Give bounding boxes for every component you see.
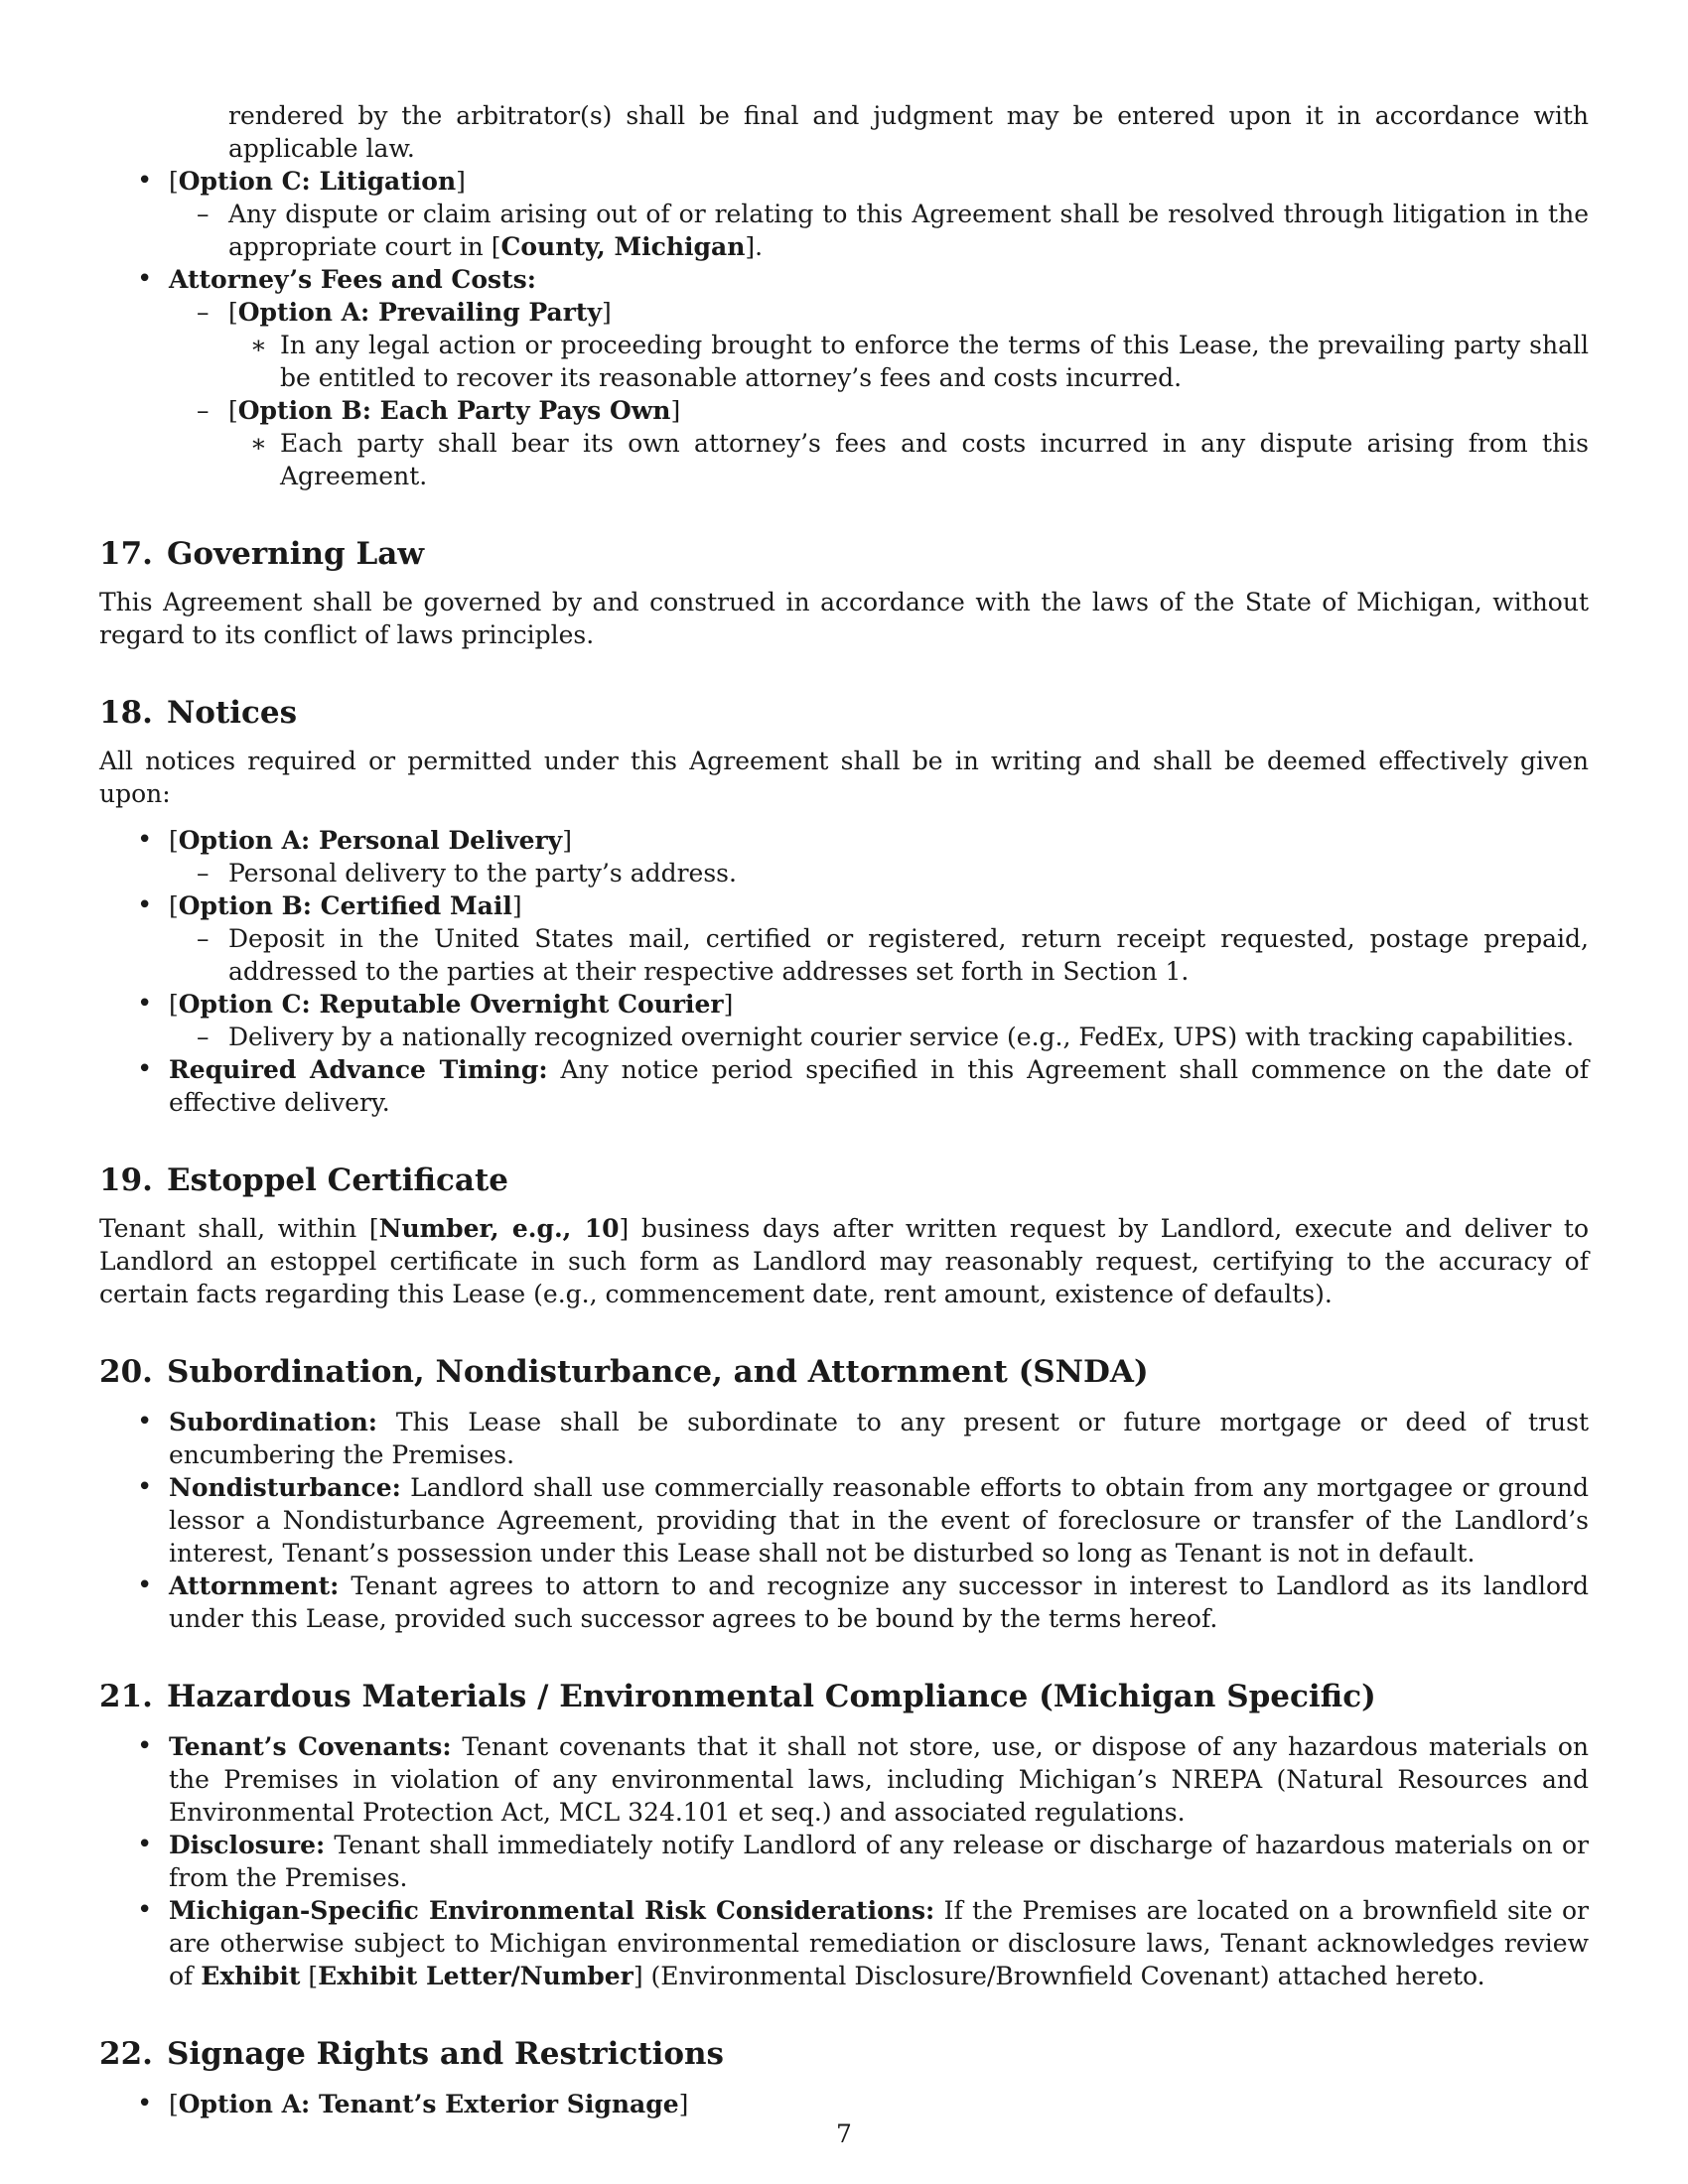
page-number: 7 (836, 2119, 852, 2148)
option-title: Option A: Tenant’s Exterior Signage (178, 2090, 679, 2118)
bracket: [ (169, 990, 179, 1019)
list-text: Tenant agrees to attorn to and recognize any successor in interest to Landlord as its landlord under this Lease, provided such successor agrees to be bound by the terms hereof. (169, 1571, 1589, 1633)
list-text: Tenant covenants that it shall not store, use, or dispose of any hazardous materials on the Premises in violation of any environmental laws, including Michigan’s NREPA (Natural Resources and Environmental Protection Act, MCL 324.101 et seq.) and associated regulations. (169, 1732, 1589, 1827)
list-item (99, 1053, 1589, 1119)
option-title: Option B: Certified Mail (178, 891, 512, 920)
section-number: 22. (99, 2036, 153, 2072)
notice-options-list (99, 824, 1589, 1119)
list-item (99, 2088, 1589, 2120)
option-title: Option C: Reputable Overnight Courier (178, 990, 724, 1019)
list-item (99, 1894, 1589, 1992)
list-item (169, 394, 1589, 492)
list-text: This Lease shall be subordinate to any present or future mortgage or deed of trust encumbering the Premises. (169, 1408, 1589, 1469)
section-heading-19 (99, 1160, 1589, 1200)
list-item (169, 198, 1589, 263)
section-title: Hazardous Materials / Environmental Compliance (Michigan Specific) (166, 1679, 1376, 1714)
bracket: [ (228, 396, 238, 425)
list-item (99, 889, 1589, 988)
list-text: Any notice period specified in this Agreement shall commence on the date of effective delivery. (169, 1055, 1589, 1117)
section-title: Estoppel Certificate (166, 1162, 509, 1198)
item-label: Required Advance Timing: (169, 1055, 548, 1084)
list-item (99, 1570, 1589, 1635)
section-number: 21. (99, 1679, 153, 1714)
item-label: Subordination: (169, 1408, 378, 1436)
list-text: Landlord shall use commercially reasonable efforts to obtain from any mortgagee or ground lessor a Nondisturbance Agreement, providing that in the event of foreclosure or transfer of the Landlord’s interest, Tenant’s possession under this Lease shall not be disturbed so long as Tenant is not in default. (169, 1473, 1589, 1568)
bracket: [ (300, 1962, 319, 1990)
list-item: – Delivery by a nationally recognized overnight courier service (e.g., FedEx, UPS) with tracking capabilities. (169, 1021, 1589, 1053)
bracket: ] (601, 298, 612, 327)
bracket: ] (670, 396, 681, 425)
list-text: Any dispute or claim arising out of or relating to this Agreement shall be resolved through litigation in the appropriate court in [ (228, 200, 1589, 261)
list-text: ]. (745, 232, 764, 261)
option-a-title: Option A: Prevailing Party (237, 298, 602, 327)
bracket: [ (169, 167, 179, 196)
list-item (99, 1829, 1589, 1894)
sub-list (169, 198, 1589, 263)
list-item (169, 296, 1589, 394)
sub-list (169, 857, 1589, 889)
placeholder-field: Number, e.g., 10 (378, 1214, 620, 1243)
placeholder-field: County, Michigan (500, 232, 746, 261)
section-title: Notices (166, 695, 298, 731)
attorney-fees-title: Attorney’s Fees and Costs: (169, 265, 536, 294)
item-label: Tenant’s Covenants: (169, 1732, 452, 1761)
item-label: Attornment: (169, 1571, 340, 1600)
list-text: If the Premises are located on a brownfield site or are otherwise subject to Michigan environmental remediation or disclosure laws, Tenant acknowledges review of (169, 1896, 1589, 1990)
sub-list (169, 1021, 1589, 1053)
sub-sub-list (228, 427, 1589, 492)
item-label: Disclosure: (169, 1831, 326, 1859)
list-item: – Personal delivery to the party’s address. (169, 857, 1589, 889)
signage-list (99, 2088, 1589, 2120)
sub-list (169, 922, 1589, 988)
section-body (99, 1212, 1589, 1310)
section-number: 20. (99, 1354, 153, 1390)
item-label: Michigan-Specific Environmental Risk Considerations: (169, 1896, 935, 1925)
list-item (99, 1471, 1589, 1570)
section-heading-20 (99, 1352, 1589, 1392)
list-item (99, 263, 1589, 492)
list-text: Tenant shall immediately notify Landlord of any release or discharge of hazardous materials on or from the Premises. (169, 1831, 1589, 1892)
list-item: ∗ In any legal action or proceeding brought to enforce the terms of this Lease, the prevailing party shall be entitled to recover its reasonable attorney’s fees and costs incurred. (228, 329, 1589, 394)
section-body: This Agreement shall be governed by and construed in accordance with the laws of the State of Michigan, without regard to its conflict of laws principles. (99, 588, 1589, 649)
list-item (99, 1730, 1589, 1829)
sub-list (169, 296, 1589, 492)
section-number: 18. (99, 695, 153, 731)
bracket: [ (169, 891, 179, 920)
option-c-litigation-title: Option C: Litigation (178, 167, 457, 196)
section-heading-21 (99, 1677, 1589, 1716)
list-item (99, 824, 1589, 889)
arbitration-continuation: rendered by the arbitrator(s) shall be final and judgment may be entered upon it in accordance with applicable law. (228, 101, 1589, 163)
list-item (99, 1406, 1589, 1471)
dispute-options-list (99, 165, 1589, 492)
option-title: Option A: Personal Delivery (178, 826, 563, 855)
list-item: – Deposit in the United States mail, certified or registered, return receipt requested, postage prepaid, addressed to the parties at their respective addresses set forth in Section 1. (169, 922, 1589, 988)
list-item: ∗ Each party shall bear its own attorney’s fees and costs incurred in any dispute arising from this Agreement. (228, 427, 1589, 492)
placeholder-field: Exhibit Letter/Number (318, 1962, 633, 1990)
environmental-list (99, 1730, 1589, 1992)
bracket: [ (169, 2090, 179, 2118)
section-number: 17. (99, 536, 153, 572)
bracket: [ (228, 298, 238, 327)
list-item (99, 988, 1589, 1053)
bracket: ] (511, 891, 522, 920)
list-text: ] (Environmental Disclosure/Brownfield Covenant) attached hereto. (633, 1962, 1485, 1990)
sub-sub-list (228, 329, 1589, 394)
section-number: 19. (99, 1162, 153, 1198)
list-item (99, 165, 1589, 263)
bracket: ] (678, 2090, 689, 2118)
body-text: ] business days after written request by Landlord, execute and deliver to Landlord an estoppel certificate in such form as Landlord may reasonably request, certifying to the accuracy of certain facts regarding this Lease (e.g., commencement date, rent amount, existence of defaults). (99, 1214, 1589, 1308)
option-b-title: Option B: Each Party Pays Own (237, 396, 671, 425)
exhibit-label: Exhibit (201, 1962, 301, 1990)
body-text: Tenant shall, within [ (99, 1214, 379, 1243)
page-content (99, 99, 1589, 2120)
section-title: Subordination, Nondisturbance, and Attornment (SNDA) (166, 1354, 1149, 1390)
section-heading-17 (99, 534, 1589, 574)
section-title: Signage Rights and Restrictions (166, 2036, 725, 2072)
section-title: Governing Law (166, 536, 425, 572)
bracket: ] (723, 990, 734, 1019)
bracket: ] (562, 826, 572, 855)
bracket: [ (169, 826, 179, 855)
section-heading-18 (99, 693, 1589, 733)
bracket: ] (456, 167, 466, 196)
snda-list (99, 1406, 1589, 1635)
section-heading-22 (99, 2034, 1589, 2074)
section-body: All notices required or permitted under this Agreement shall be in writing and shall be deemed effectively given upon: (99, 747, 1589, 808)
item-label: Nondisturbance: (169, 1473, 401, 1502)
